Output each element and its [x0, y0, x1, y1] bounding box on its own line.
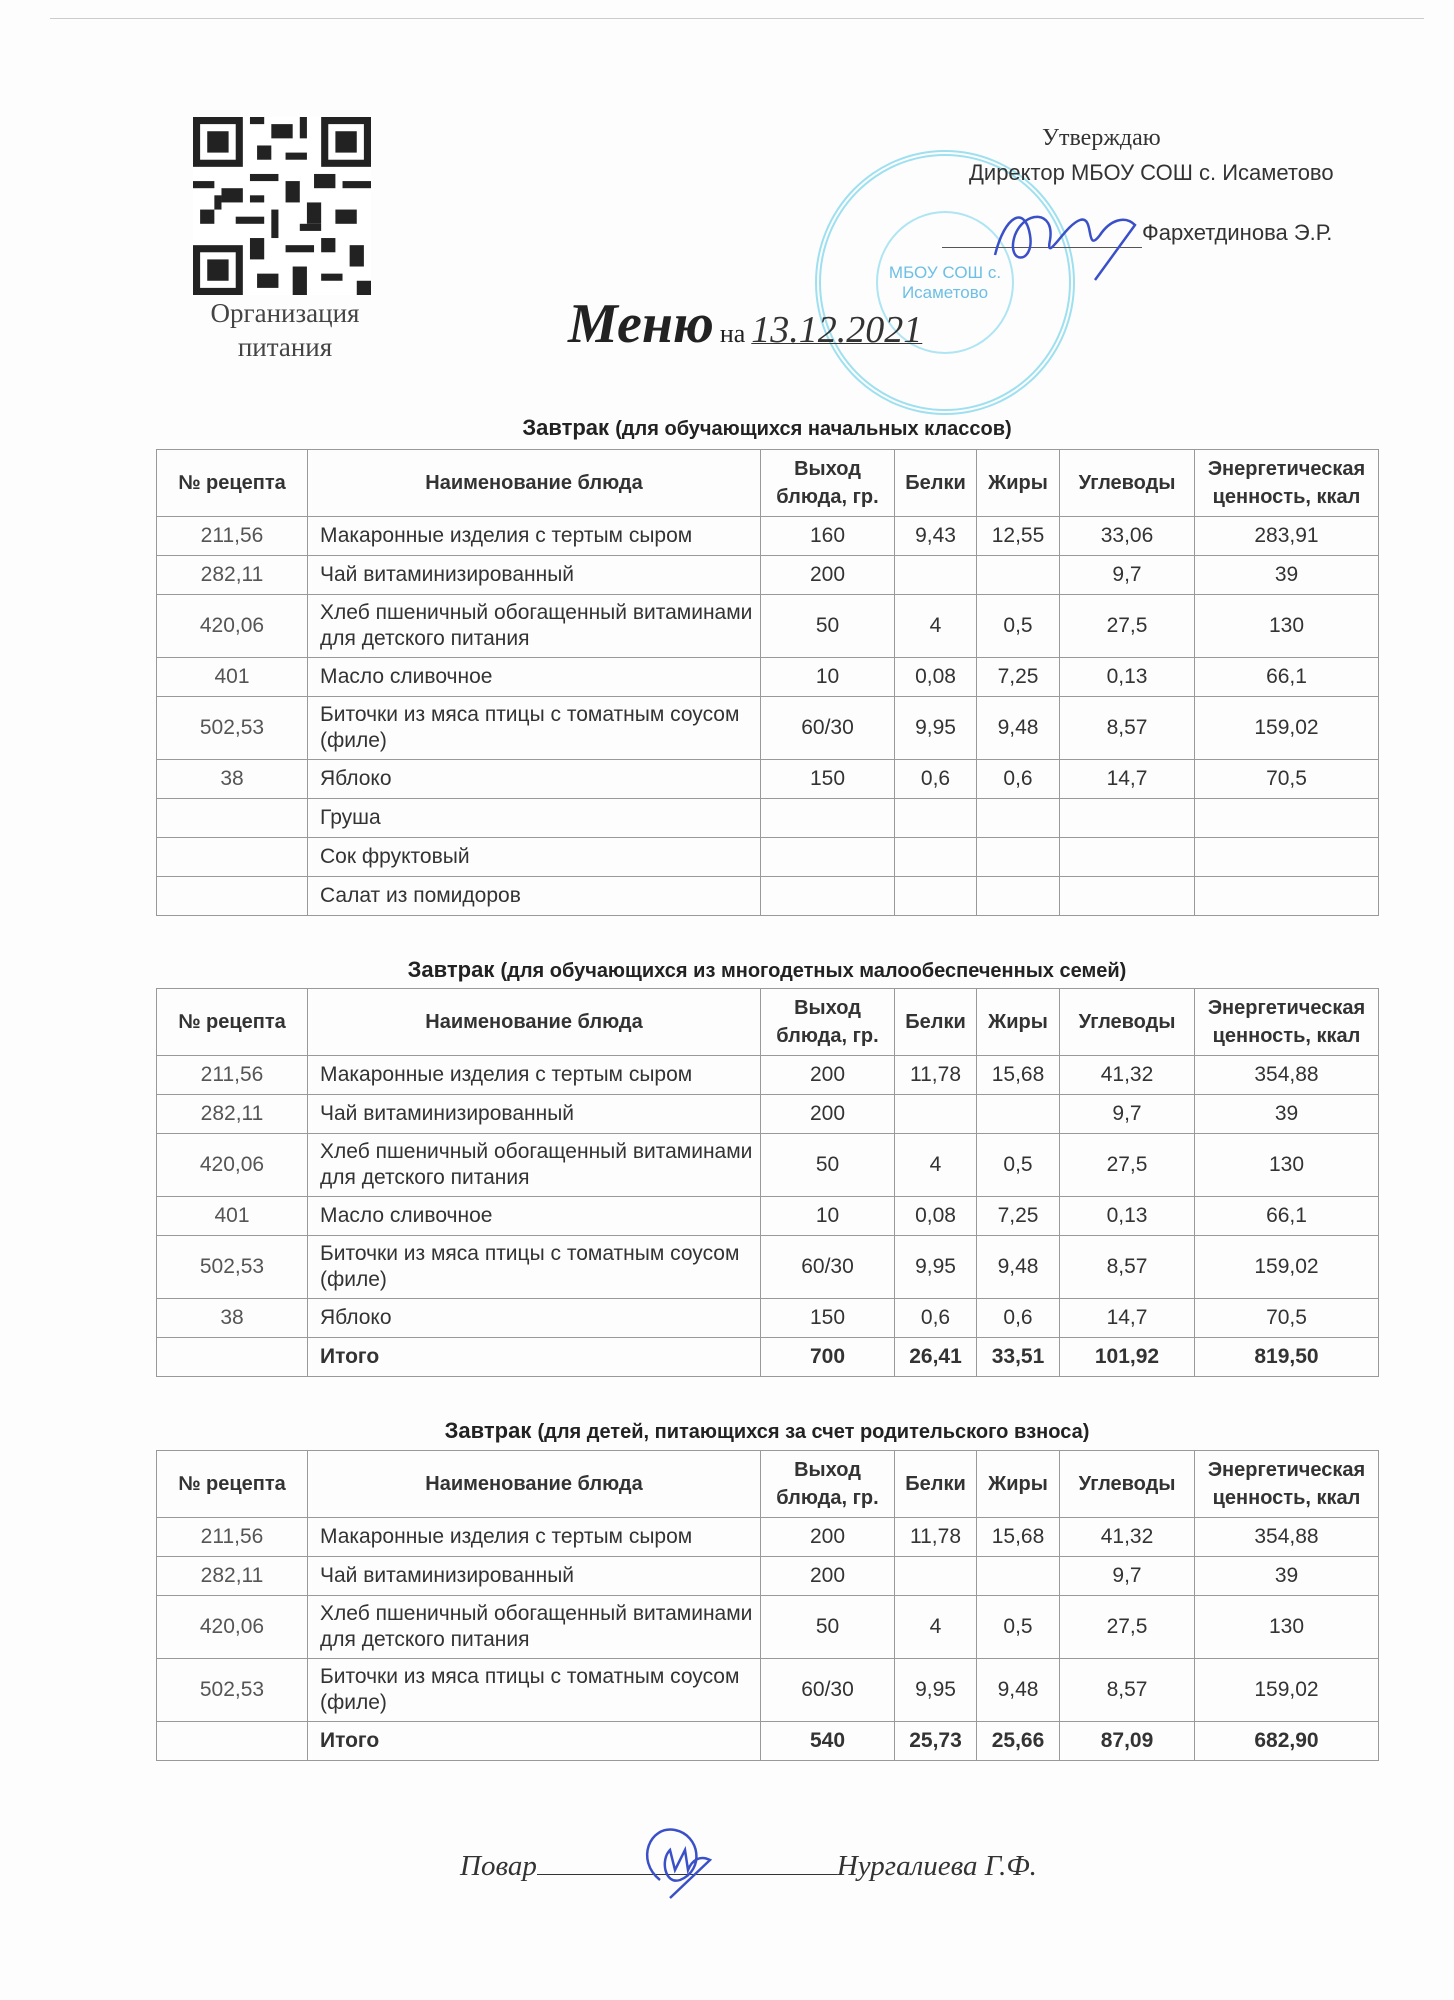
cell-proteins: 11,78 [895, 1518, 977, 1557]
column-header-proteins: Белки [895, 450, 977, 517]
cell-carbohydrates: 8,57 [1060, 1659, 1195, 1722]
cell-proteins: 4 [895, 1134, 977, 1197]
column-header-recipe-number: № рецепта [157, 989, 308, 1056]
cell-dish-name: Чай витаминизированный [308, 556, 761, 595]
cell-portion-weight: 200 [761, 1518, 895, 1557]
section-title-3 [156, 1418, 1378, 1444]
cell-portion-weight: 160 [761, 517, 895, 556]
qr-caption: Организация питания [210, 298, 360, 362]
cell-dish-name: Биточки из мяса птицы с томатным соусом (филе) [308, 1659, 761, 1722]
cell-proteins: 0,08 [895, 1197, 977, 1236]
column-header-proteins: Белки [895, 989, 977, 1056]
cell-energy-kcal [1195, 799, 1379, 838]
cell-fats [977, 877, 1060, 916]
cell-proteins: 26,41 [895, 1338, 977, 1377]
cell-carbohydrates: 27,5 [1060, 595, 1195, 658]
cell-dish-name: Итого [308, 1722, 761, 1761]
cell-portion-weight: 10 [761, 1197, 895, 1236]
cell-portion-weight [761, 838, 895, 877]
table-row [157, 877, 1379, 916]
cell-carbohydrates: 8,57 [1060, 1236, 1195, 1299]
cell-dish-name: Масло сливочное [308, 1197, 761, 1236]
cell-fats: 33,51 [977, 1338, 1060, 1377]
section-title-1 [156, 415, 1378, 441]
cell-dish-name: Груша [308, 799, 761, 838]
column-header-dish-name: Наименование блюда [308, 450, 761, 517]
cell-fats: 15,68 [977, 1518, 1060, 1557]
table-row [157, 1056, 1379, 1095]
cell-proteins: 0,6 [895, 1299, 977, 1338]
cell-portion-weight: 200 [761, 1095, 895, 1134]
menu-table-paid [156, 1450, 1379, 1761]
cell-proteins: 9,95 [895, 1236, 977, 1299]
cell-carbohydrates: 9,7 [1060, 556, 1195, 595]
cell-dish-name: Хлеб пшеничный обогащенный витаминами для детского питания [308, 1134, 761, 1197]
table-row [157, 799, 1379, 838]
cell-portion-weight: 60/30 [761, 1659, 895, 1722]
cell-dish-name: Чай витаминизированный [308, 1557, 761, 1596]
cell-recipe-number: 420,06 [157, 595, 308, 658]
column-header-recipe-number: № рецепта [157, 1451, 308, 1518]
cell-proteins: 4 [895, 595, 977, 658]
cell-carbohydrates: 14,7 [1060, 1299, 1195, 1338]
column-header-fats: Жиры [977, 450, 1060, 517]
column-header-energy-kcal: Энергетическая ценность, ккал [1195, 1451, 1379, 1518]
total-row [157, 1722, 1379, 1761]
cell-proteins: 0,6 [895, 760, 977, 799]
cell-portion-weight: 150 [761, 760, 895, 799]
cell-recipe-number: 502,53 [157, 697, 308, 760]
cell-dish-name: Итого [308, 1338, 761, 1377]
column-header-portion-weight: Выход блюда, гр. [761, 989, 895, 1056]
table-row [157, 1095, 1379, 1134]
cell-dish-name: Яблоко [308, 760, 761, 799]
cell-energy-kcal [1195, 877, 1379, 916]
cell-fats: 0,5 [977, 1134, 1060, 1197]
cell-energy-kcal: 39 [1195, 1095, 1379, 1134]
cell-energy-kcal: 70,5 [1195, 760, 1379, 799]
cell-proteins: 9,95 [895, 697, 977, 760]
cell-carbohydrates: 33,06 [1060, 517, 1195, 556]
cell-energy-kcal: 130 [1195, 1134, 1379, 1197]
cell-dish-name: Яблоко [308, 1299, 761, 1338]
column-header-fats: Жиры [977, 1451, 1060, 1518]
cell-carbohydrates: 27,5 [1060, 1134, 1195, 1197]
cook-label: Повар [460, 1850, 537, 1882]
cell-carbohydrates: 9,7 [1060, 1557, 1195, 1596]
menu-table-large-families [156, 988, 1379, 1377]
cell-energy-kcal: 70,5 [1195, 1299, 1379, 1338]
director-title: Директор МБОУ СОШ с. Исаметово [969, 160, 1334, 185]
cell-proteins [895, 838, 977, 877]
cell-dish-name: Чай витаминизированный [308, 1095, 761, 1134]
cell-energy-kcal: 819,50 [1195, 1338, 1379, 1377]
cell-fats [977, 838, 1060, 877]
cell-portion-weight: 50 [761, 1596, 895, 1659]
table-row [157, 1134, 1379, 1197]
cell-carbohydrates [1060, 877, 1195, 916]
stamp-center-text: МБОУ СОШ с. Исаметово [876, 211, 1014, 354]
cell-fats: 15,68 [977, 1056, 1060, 1095]
cell-fats: 7,25 [977, 1197, 1060, 1236]
cell-energy-kcal: 159,02 [1195, 1236, 1379, 1299]
column-header-energy-kcal: Энергетическая ценность, ккал [1195, 450, 1379, 517]
cell-dish-name: Сок фруктовый [308, 838, 761, 877]
title-word: Меню [568, 293, 714, 355]
director-name: Фархетдинова Э.Р. [1142, 220, 1333, 245]
cell-energy-kcal: 39 [1195, 556, 1379, 595]
column-header-carbohydrates: Углеводы [1060, 989, 1195, 1056]
cell-recipe-number: 420,06 [157, 1596, 308, 1659]
column-header-energy-kcal: Энергетическая ценность, ккал [1195, 989, 1379, 1056]
cell-energy-kcal: 39 [1195, 1557, 1379, 1596]
cook-signature [630, 1820, 720, 1900]
cell-fats: 0,6 [977, 760, 1060, 799]
cell-dish-name: Макаронные изделия с тертым сыром [308, 517, 761, 556]
table-row [157, 760, 1379, 799]
cell-energy-kcal: 66,1 [1195, 658, 1379, 697]
table-row [157, 658, 1379, 697]
cell-portion-weight: 200 [761, 556, 895, 595]
cell-portion-weight: 50 [761, 595, 895, 658]
cell-energy-kcal [1195, 838, 1379, 877]
cell-dish-name: Салат из помидоров [308, 877, 761, 916]
cell-proteins: 0,08 [895, 658, 977, 697]
cell-recipe-number: 38 [157, 760, 308, 799]
column-header-carbohydrates: Углеводы [1060, 1451, 1195, 1518]
cell-fats [977, 1557, 1060, 1596]
table-header-row [157, 450, 1379, 517]
cell-portion-weight: 10 [761, 658, 895, 697]
cell-proteins [895, 1557, 977, 1596]
cell-portion-weight: 60/30 [761, 697, 895, 760]
cell-recipe-number: 502,53 [157, 1659, 308, 1722]
cell-fats: 0,6 [977, 1299, 1060, 1338]
table-row [157, 1596, 1379, 1659]
cell-portion-weight: 540 [761, 1722, 895, 1761]
table-row [157, 697, 1379, 760]
section-title-rest: (для обучающихся начальных классов) [615, 418, 1012, 440]
cook-name: Нургалиева Г.Ф. [836, 1850, 1037, 1882]
cell-carbohydrates: 0,13 [1060, 658, 1195, 697]
cell-fats [977, 1095, 1060, 1134]
cell-proteins [895, 877, 977, 916]
cell-recipe-number: 502,53 [157, 1236, 308, 1299]
cell-proteins [895, 556, 977, 595]
cell-fats [977, 556, 1060, 595]
cell-carbohydrates: 8,57 [1060, 697, 1195, 760]
cell-portion-weight: 200 [761, 1557, 895, 1596]
cell-proteins: 11,78 [895, 1056, 977, 1095]
cell-energy-kcal: 283,91 [1195, 517, 1379, 556]
cell-carbohydrates: 14,7 [1060, 760, 1195, 799]
table-header-row [157, 1451, 1379, 1518]
cell-dish-name: Макаронные изделия с тертым сыром [308, 1518, 761, 1557]
cell-dish-name: Биточки из мяса птицы с томатным соусом (филе) [308, 697, 761, 760]
cell-portion-weight [761, 799, 895, 838]
section-title-2 [156, 957, 1378, 983]
cell-dish-name: Макаронные изделия с тертым сыром [308, 1056, 761, 1095]
cell-recipe-number [157, 877, 308, 916]
cell-energy-kcal: 66,1 [1195, 1197, 1379, 1236]
cell-proteins [895, 1095, 977, 1134]
cell-energy-kcal: 682,90 [1195, 1722, 1379, 1761]
cell-recipe-number [157, 1722, 308, 1761]
cell-portion-weight: 700 [761, 1338, 895, 1377]
page-title [568, 292, 922, 356]
cell-dish-name: Хлеб пшеничный обогащенный витаминами для детского питания [308, 595, 761, 658]
section-title-bold: Завтрак [444, 1418, 532, 1443]
cell-dish-name: Биточки из мяса птицы с томатным соусом (филе) [308, 1236, 761, 1299]
section-title-rest: (для детей, питающихся за счет родительского взноса) [537, 1421, 1090, 1443]
cell-recipe-number: 38 [157, 1299, 308, 1338]
table-header-row [157, 989, 1379, 1056]
column-header-portion-weight: Выход блюда, гр. [761, 450, 895, 517]
qr-code-icon [193, 117, 371, 295]
cell-fats: 25,66 [977, 1722, 1060, 1761]
cell-recipe-number: 211,56 [157, 1518, 308, 1557]
cell-energy-kcal: 354,88 [1195, 1056, 1379, 1095]
approve-label: Утверждаю [1042, 125, 1161, 151]
cell-carbohydrates: 41,32 [1060, 1518, 1195, 1557]
cell-recipe-number: 211,56 [157, 517, 308, 556]
cell-proteins [895, 799, 977, 838]
table-row [157, 1236, 1379, 1299]
cell-recipe-number: 282,11 [157, 1095, 308, 1134]
cook-signature-line [460, 1850, 1037, 1883]
menu-table-primary [156, 449, 1379, 916]
cell-dish-name: Масло сливочное [308, 658, 761, 697]
cell-fats: 0,5 [977, 1596, 1060, 1659]
cell-proteins: 4 [895, 1596, 977, 1659]
cell-portion-weight: 150 [761, 1299, 895, 1338]
director-signature [985, 195, 1145, 285]
cell-dish-name: Хлеб пшеничный обогащенный витаминами для детского питания [308, 1596, 761, 1659]
table-row [157, 1659, 1379, 1722]
cell-carbohydrates [1060, 799, 1195, 838]
cell-portion-weight: 60/30 [761, 1236, 895, 1299]
cell-portion-weight: 50 [761, 1134, 895, 1197]
cell-energy-kcal: 159,02 [1195, 697, 1379, 760]
cell-proteins: 25,73 [895, 1722, 977, 1761]
section-title-rest: (для обучающихся из многодетных малообеспеченных семей) [500, 960, 1127, 982]
cell-proteins: 9,95 [895, 1659, 977, 1722]
cell-carbohydrates [1060, 838, 1195, 877]
cell-carbohydrates: 9,7 [1060, 1095, 1195, 1134]
cell-energy-kcal: 354,88 [1195, 1518, 1379, 1557]
cell-energy-kcal: 159,02 [1195, 1659, 1379, 1722]
cell-fats: 12,55 [977, 517, 1060, 556]
column-header-recipe-number: № рецепта [157, 450, 308, 517]
column-header-dish-name: Наименование блюда [308, 989, 761, 1056]
cell-portion-weight: 200 [761, 1056, 895, 1095]
cell-fats [977, 799, 1060, 838]
cell-carbohydrates: 101,92 [1060, 1338, 1195, 1377]
table-row [157, 595, 1379, 658]
table-row [157, 1557, 1379, 1596]
table-row [157, 1197, 1379, 1236]
table-row [157, 838, 1379, 877]
cell-fats: 9,48 [977, 1236, 1060, 1299]
cell-fats: 9,48 [977, 697, 1060, 760]
cell-recipe-number [157, 1338, 308, 1377]
table-row [157, 556, 1379, 595]
cell-recipe-number: 211,56 [157, 1056, 308, 1095]
cell-carbohydrates: 41,32 [1060, 1056, 1195, 1095]
column-header-proteins: Белки [895, 1451, 977, 1518]
table-row [157, 517, 1379, 556]
cell-carbohydrates: 87,09 [1060, 1722, 1195, 1761]
column-header-carbohydrates: Углеводы [1060, 450, 1195, 517]
section-title-bold: Завтрак [407, 957, 495, 982]
total-row [157, 1338, 1379, 1377]
cell-recipe-number [157, 799, 308, 838]
cell-recipe-number: 282,11 [157, 1557, 308, 1596]
cell-fats: 0,5 [977, 595, 1060, 658]
column-header-fats: Жиры [977, 989, 1060, 1056]
table-row [157, 1518, 1379, 1557]
scan-edge-line [50, 18, 1424, 19]
cell-energy-kcal: 130 [1195, 1596, 1379, 1659]
table-row [157, 1299, 1379, 1338]
cell-fats: 7,25 [977, 658, 1060, 697]
cell-energy-kcal: 130 [1195, 595, 1379, 658]
cell-recipe-number: 401 [157, 658, 308, 697]
cell-carbohydrates: 27,5 [1060, 1596, 1195, 1659]
cell-recipe-number: 282,11 [157, 556, 308, 595]
cell-proteins: 9,43 [895, 517, 977, 556]
section-title-bold: Завтрак [522, 415, 610, 440]
column-header-dish-name: Наименование блюда [308, 1451, 761, 1518]
cell-carbohydrates: 0,13 [1060, 1197, 1195, 1236]
menu-date: 13.12.2021 [751, 309, 923, 351]
cell-recipe-number: 420,06 [157, 1134, 308, 1197]
cell-fats: 9,48 [977, 1659, 1060, 1722]
title-on: на [719, 319, 746, 348]
cell-recipe-number: 401 [157, 1197, 308, 1236]
column-header-portion-weight: Выход блюда, гр. [761, 1451, 895, 1518]
cell-portion-weight [761, 877, 895, 916]
cell-recipe-number [157, 838, 308, 877]
